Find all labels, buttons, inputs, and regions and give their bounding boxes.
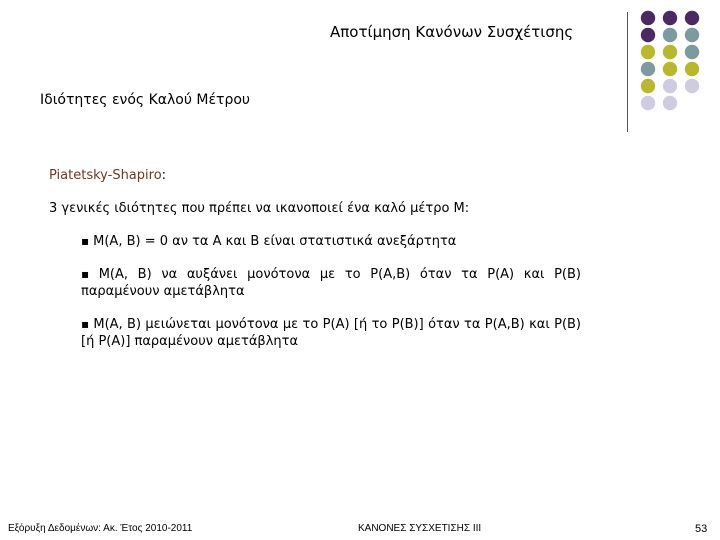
decorative-dot — [685, 79, 699, 93]
decorative-dot — [641, 11, 655, 25]
footer-course: Εξόρυξη Δεδομένων: Ακ. Έτος 2010-2011 — [8, 523, 193, 534]
bullet-item: ▪ M(A, B) = 0 αν τα A και B είναι στατιστικά ανεξάρτητα — [81, 233, 581, 250]
decorative-dot — [663, 96, 677, 110]
decorative-dot — [641, 62, 655, 76]
decorative-dot — [663, 45, 677, 59]
author-line — [49, 167, 589, 184]
author-name: Piatetsky-Shapiro — [49, 168, 162, 183]
page-number: 53 — [695, 523, 708, 535]
decorative-dot — [685, 62, 699, 76]
decorative-dot — [685, 45, 699, 59]
decorative-dot — [685, 28, 699, 42]
decorative-dot-grid — [636, 9, 716, 119]
slide-body — [49, 167, 589, 350]
decorative-dot — [663, 79, 677, 93]
decorative-dot — [641, 45, 655, 59]
decorative-dot — [641, 28, 655, 42]
bullet-item: ▪ M(A, B) μειώνεται μονότονα με το P(A) [ή το P(B)] όταν τα P(A,B) και P(B) [ή P(A)] παραμένουν αμετάβλητα — [81, 316, 581, 350]
slide-subtitle: Ιδιότητες ενός Καλού Μέτρου — [40, 92, 251, 108]
slide-title: Αποτίμηση Κανόνων Συσχέτισης — [330, 23, 574, 41]
decorative-dot — [685, 11, 699, 25]
author-colon: : — [161, 168, 167, 183]
decorative-dot — [641, 96, 655, 110]
footer-topic: ΚΑΝΟΝΕΣ ΣΥΣΧΕΤΙΣΗΣ ΙΙΙ — [358, 523, 482, 534]
decorative-dot — [663, 28, 677, 42]
intro-text: 3 γενικές ιδιότητες που πρέπει να ικανοποιεί ένα καλό μέτρο M: — [49, 201, 470, 216]
title-divider-line — [627, 12, 628, 132]
bullet-item: ▪ M(A, B) να αυξάνει μονότονα με το P(A,B) όταν τα P(A) και P(B) παραμένουν αμετάβλητα — [81, 266, 581, 300]
decorative-dot — [663, 62, 677, 76]
decorative-dot — [641, 79, 655, 93]
decorative-dot — [663, 11, 677, 25]
